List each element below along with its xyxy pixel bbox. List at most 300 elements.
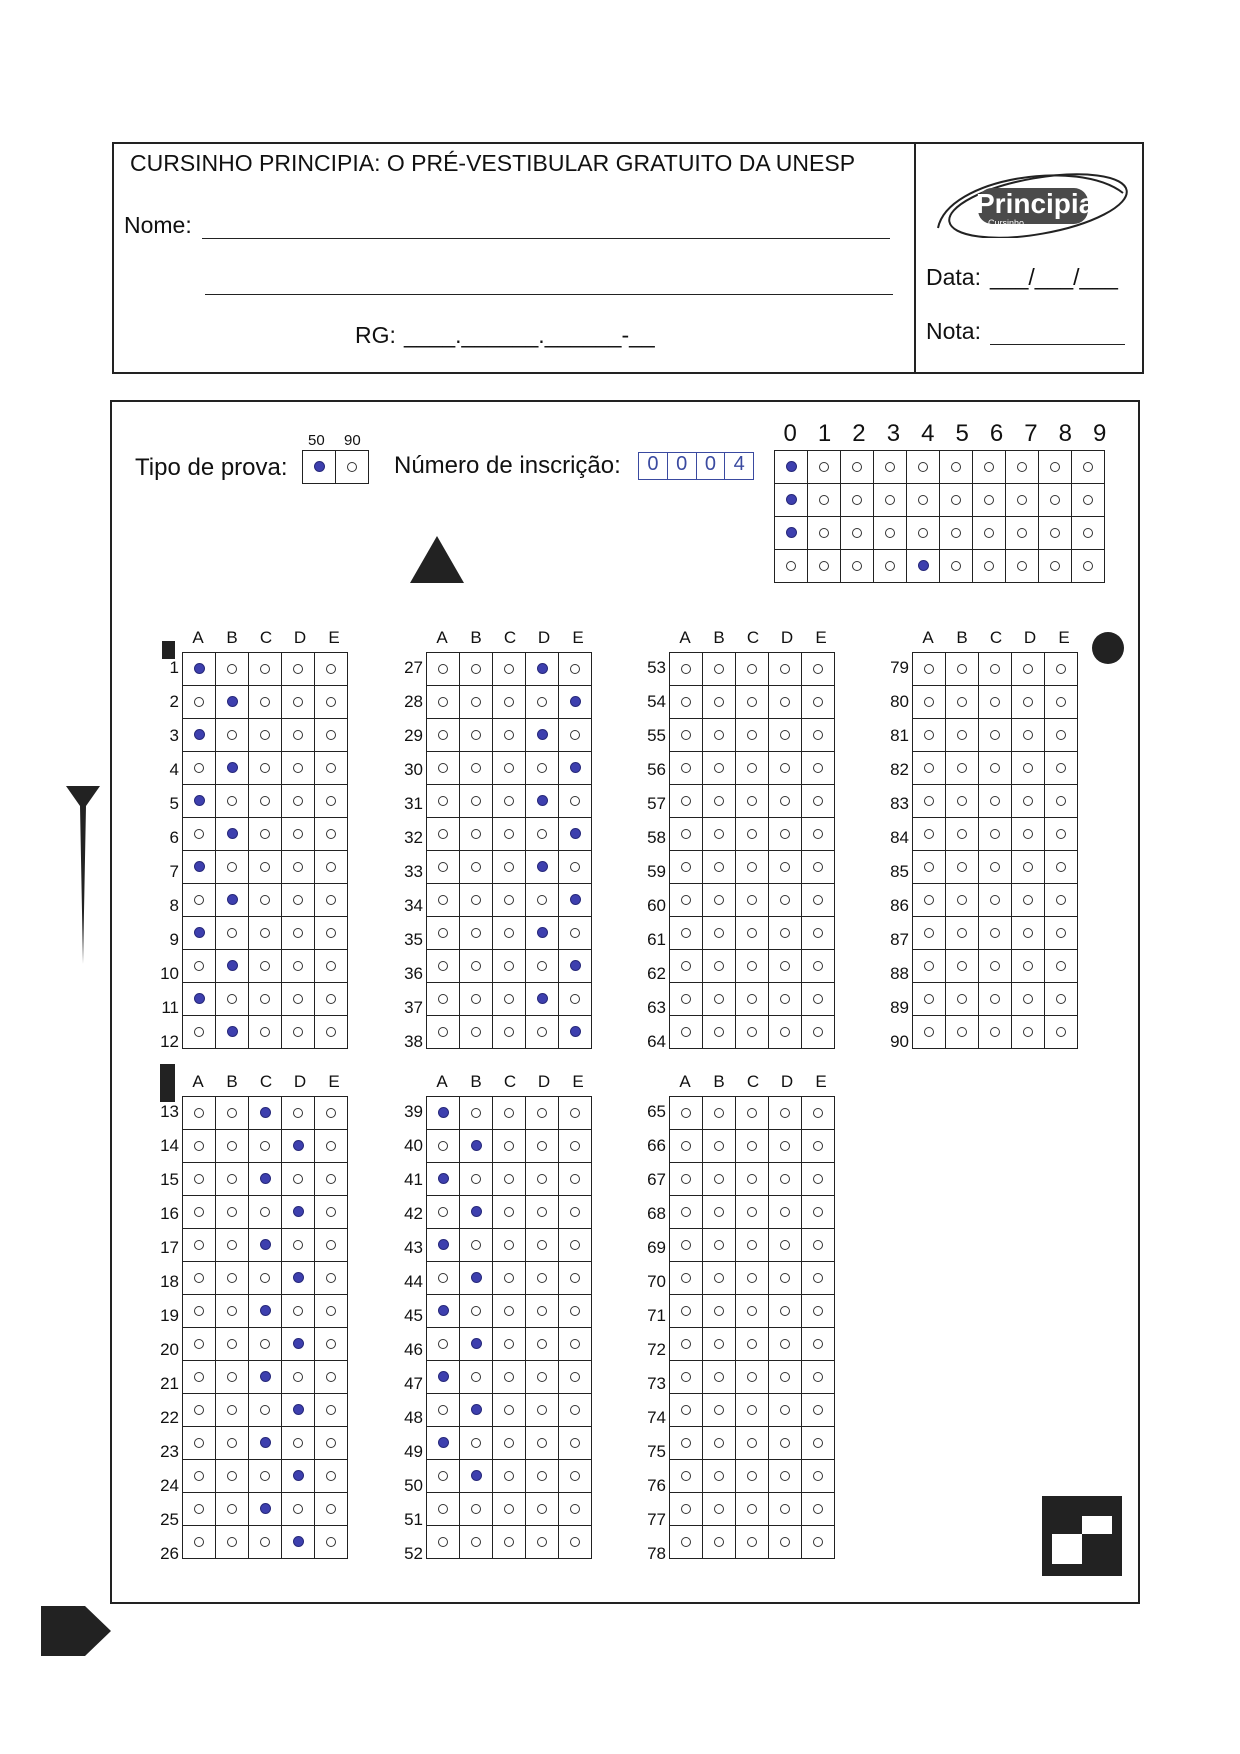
answer-bubble-44-B[interactable] <box>471 1272 482 1283</box>
answer-bubble-65-D[interactable] <box>780 1108 790 1118</box>
registration-bubble-1-8[interactable] <box>1050 462 1060 472</box>
answer-cell[interactable] <box>315 1526 348 1559</box>
answer-bubble-88-B[interactable] <box>957 961 967 971</box>
answer-cell[interactable] <box>1045 686 1078 719</box>
answer-cell[interactable] <box>493 1493 526 1526</box>
answer-cell[interactable] <box>559 1328 592 1361</box>
answer-cell[interactable] <box>249 1526 282 1559</box>
answer-cell[interactable] <box>282 818 315 851</box>
answer-bubble-12-B[interactable] <box>227 1026 238 1037</box>
registration-digit-cell[interactable] <box>973 550 1006 583</box>
registration-digit-cell[interactable] <box>907 517 940 550</box>
answer-bubble-7-C[interactable] <box>260 862 270 872</box>
answer-cell[interactable] <box>670 1295 703 1328</box>
answer-cell[interactable] <box>670 917 703 950</box>
registration-digit-cell[interactable] <box>973 484 1006 517</box>
registration-bubble-2-0[interactable] <box>786 494 797 505</box>
registration-bubble-4-2[interactable] <box>852 561 862 571</box>
registration-bubble-4-4[interactable] <box>918 560 929 571</box>
answer-bubble-26-D[interactable] <box>293 1536 304 1547</box>
answer-cell[interactable] <box>183 1262 216 1295</box>
answer-bubble-27-B[interactable] <box>471 664 481 674</box>
answer-bubble-24-A[interactable] <box>194 1471 204 1481</box>
answer-cell[interactable] <box>1045 653 1078 686</box>
answer-bubble-80-B[interactable] <box>957 697 967 707</box>
answer-bubble-87-D[interactable] <box>1023 928 1033 938</box>
answer-cell[interactable] <box>315 1163 348 1196</box>
answer-bubble-61-A[interactable] <box>681 928 691 938</box>
answer-bubble-82-C[interactable] <box>990 763 1000 773</box>
answer-bubble-30-E[interactable] <box>570 762 581 773</box>
answer-bubble-59-C[interactable] <box>747 862 757 872</box>
answer-cell[interactable] <box>703 1229 736 1262</box>
answer-bubble-58-B[interactable] <box>714 829 724 839</box>
answer-cell[interactable] <box>526 950 559 983</box>
answer-bubble-65-B[interactable] <box>714 1108 724 1118</box>
answer-cell[interactable] <box>427 1460 460 1493</box>
answer-bubble-49-D[interactable] <box>537 1438 547 1448</box>
answer-bubble-5-B[interactable] <box>227 796 237 806</box>
registration-bubble-3-0[interactable] <box>786 527 797 538</box>
answer-bubble-48-D[interactable] <box>537 1405 547 1415</box>
answer-bubble-18-C[interactable] <box>260 1273 270 1283</box>
answer-bubble-51-C[interactable] <box>504 1504 514 1514</box>
answer-cell[interactable] <box>460 1493 493 1526</box>
answer-cell[interactable] <box>736 983 769 1016</box>
answer-cell[interactable] <box>526 1163 559 1196</box>
exam-type-bubble-50[interactable] <box>314 461 325 472</box>
answer-cell[interactable] <box>913 818 946 851</box>
answer-cell[interactable] <box>282 983 315 1016</box>
answer-cell[interactable] <box>216 1460 249 1493</box>
answer-cell[interactable] <box>736 818 769 851</box>
answer-bubble-72-E[interactable] <box>813 1339 823 1349</box>
answer-cell[interactable] <box>670 752 703 785</box>
answer-cell[interactable] <box>216 1097 249 1130</box>
answer-bubble-64-B[interactable] <box>714 1027 724 1037</box>
answer-cell[interactable] <box>703 1295 736 1328</box>
answer-cell[interactable] <box>460 950 493 983</box>
answer-bubble-38-E[interactable] <box>570 1026 581 1037</box>
answer-bubble-30-D[interactable] <box>537 763 547 773</box>
answer-bubble-17-C[interactable] <box>260 1239 271 1250</box>
answer-bubble-86-B[interactable] <box>957 895 967 905</box>
answer-cell[interactable] <box>703 1328 736 1361</box>
registration-digit-cell[interactable] <box>841 484 874 517</box>
registration-bubble-2-3[interactable] <box>885 495 895 505</box>
answer-bubble-86-A[interactable] <box>924 895 934 905</box>
answer-bubble-76-B[interactable] <box>714 1471 724 1481</box>
answer-bubble-41-C[interactable] <box>504 1174 514 1184</box>
answer-cell[interactable] <box>769 1016 802 1049</box>
answer-bubble-33-D[interactable] <box>537 861 548 872</box>
answer-bubble-80-C[interactable] <box>990 697 1000 707</box>
answer-bubble-6-D[interactable] <box>293 829 303 839</box>
answer-bubble-81-B[interactable] <box>957 730 967 740</box>
answer-cell[interactable] <box>526 1328 559 1361</box>
registration-bubble-4-6[interactable] <box>984 561 994 571</box>
answer-cell[interactable] <box>913 884 946 917</box>
answer-bubble-35-D[interactable] <box>537 927 548 938</box>
answer-cell[interactable] <box>315 653 348 686</box>
answer-cell[interactable] <box>670 1229 703 1262</box>
answer-bubble-78-B[interactable] <box>714 1537 724 1547</box>
answer-cell[interactable] <box>183 1196 216 1229</box>
answer-cell[interactable] <box>493 719 526 752</box>
answer-cell[interactable] <box>216 1016 249 1049</box>
answer-bubble-44-E[interactable] <box>570 1273 580 1283</box>
answer-cell[interactable] <box>493 818 526 851</box>
answer-cell[interactable] <box>460 1328 493 1361</box>
answer-cell[interactable] <box>282 1295 315 1328</box>
answer-bubble-66-B[interactable] <box>714 1141 724 1151</box>
answer-bubble-17-A[interactable] <box>194 1240 204 1250</box>
answer-bubble-41-D[interactable] <box>537 1174 547 1184</box>
answer-bubble-55-B[interactable] <box>714 730 724 740</box>
answer-bubble-48-A[interactable] <box>438 1405 448 1415</box>
answer-cell[interactable] <box>183 983 216 1016</box>
registration-digit-cell[interactable] <box>907 451 940 484</box>
answer-bubble-72-A[interactable] <box>681 1339 691 1349</box>
answer-bubble-86-C[interactable] <box>990 895 1000 905</box>
answer-cell[interactable] <box>802 818 835 851</box>
answer-cell[interactable] <box>736 686 769 719</box>
registration-bubble-3-3[interactable] <box>885 528 895 538</box>
registration-bubble-3-2[interactable] <box>852 528 862 538</box>
answer-bubble-34-B[interactable] <box>471 895 481 905</box>
name-line-2[interactable] <box>205 294 893 295</box>
answer-bubble-35-A[interactable] <box>438 928 448 938</box>
answer-bubble-21-A[interactable] <box>194 1372 204 1382</box>
answer-bubble-83-D[interactable] <box>1023 796 1033 806</box>
answer-cell[interactable] <box>559 1526 592 1559</box>
answer-bubble-52-A[interactable] <box>438 1537 448 1547</box>
answer-bubble-8-E[interactable] <box>326 895 336 905</box>
answer-bubble-76-C[interactable] <box>747 1471 757 1481</box>
answer-cell[interactable] <box>526 1427 559 1460</box>
answer-cell[interactable] <box>736 653 769 686</box>
answer-bubble-57-A[interactable] <box>681 796 691 806</box>
answer-bubble-56-C[interactable] <box>747 763 757 773</box>
registration-bubble-2-9[interactable] <box>1083 495 1093 505</box>
answer-cell[interactable] <box>282 752 315 785</box>
answer-bubble-1-E[interactable] <box>326 664 336 674</box>
answer-bubble-90-E[interactable] <box>1056 1027 1066 1037</box>
answer-bubble-29-A[interactable] <box>438 730 448 740</box>
answer-cell[interactable] <box>802 1097 835 1130</box>
registration-bubble-3-9[interactable] <box>1083 528 1093 538</box>
answer-bubble-51-A[interactable] <box>438 1504 448 1514</box>
answer-cell[interactable] <box>460 785 493 818</box>
answer-bubble-6-B[interactable] <box>227 828 238 839</box>
registration-digit-cell[interactable] <box>808 517 841 550</box>
answer-cell[interactable] <box>493 1460 526 1493</box>
answer-cell[interactable] <box>736 884 769 917</box>
answer-cell[interactable] <box>249 1163 282 1196</box>
answer-bubble-88-C[interactable] <box>990 961 1000 971</box>
answer-bubble-59-B[interactable] <box>714 862 724 872</box>
answer-bubble-19-E[interactable] <box>326 1306 336 1316</box>
answer-cell[interactable] <box>216 818 249 851</box>
answer-cell[interactable] <box>736 1361 769 1394</box>
answer-bubble-2-A[interactable] <box>194 697 204 707</box>
answer-cell[interactable] <box>216 917 249 950</box>
answer-bubble-27-E[interactable] <box>570 664 580 674</box>
registration-digit-cell[interactable] <box>940 484 973 517</box>
answer-bubble-6-E[interactable] <box>326 829 336 839</box>
answer-cell[interactable] <box>769 1097 802 1130</box>
answer-bubble-17-D[interactable] <box>293 1240 303 1250</box>
answer-cell[interactable] <box>315 1229 348 1262</box>
answer-cell[interactable] <box>670 884 703 917</box>
answer-cell[interactable] <box>315 686 348 719</box>
answer-bubble-70-A[interactable] <box>681 1273 691 1283</box>
answer-bubble-23-A[interactable] <box>194 1438 204 1448</box>
answer-cell[interactable] <box>460 983 493 1016</box>
answer-cell[interactable] <box>427 818 460 851</box>
answer-cell[interactable] <box>183 1493 216 1526</box>
answer-bubble-74-E[interactable] <box>813 1405 823 1415</box>
answer-bubble-14-D[interactable] <box>293 1140 304 1151</box>
answer-bubble-40-D[interactable] <box>537 1141 547 1151</box>
answer-bubble-26-B[interactable] <box>227 1537 237 1547</box>
answer-cell[interactable] <box>670 983 703 1016</box>
answer-bubble-66-D[interactable] <box>780 1141 790 1151</box>
answer-cell[interactable] <box>946 653 979 686</box>
answer-cell[interactable] <box>493 1130 526 1163</box>
answer-bubble-63-A[interactable] <box>681 994 691 1004</box>
answer-bubble-25-D[interactable] <box>293 1504 303 1514</box>
answer-cell[interactable] <box>802 1295 835 1328</box>
answer-cell[interactable] <box>315 719 348 752</box>
answer-bubble-31-E[interactable] <box>570 796 580 806</box>
answer-cell[interactable] <box>736 1016 769 1049</box>
answer-cell[interactable] <box>249 719 282 752</box>
answer-bubble-5-A[interactable] <box>194 795 205 806</box>
answer-cell[interactable] <box>1012 818 1045 851</box>
answer-bubble-81-C[interactable] <box>990 730 1000 740</box>
answer-cell[interactable] <box>427 1526 460 1559</box>
answer-cell[interactable] <box>802 983 835 1016</box>
registration-bubble-2-1[interactable] <box>819 495 829 505</box>
answer-cell[interactable] <box>946 719 979 752</box>
answer-cell[interactable] <box>559 1130 592 1163</box>
answer-bubble-74-B[interactable] <box>714 1405 724 1415</box>
answer-cell[interactable] <box>460 1262 493 1295</box>
answer-bubble-90-B[interactable] <box>957 1027 967 1037</box>
answer-cell[interactable] <box>1045 884 1078 917</box>
answer-bubble-7-D[interactable] <box>293 862 303 872</box>
answer-cell[interactable] <box>802 884 835 917</box>
answer-cell[interactable] <box>427 719 460 752</box>
answer-cell[interactable] <box>769 686 802 719</box>
answer-bubble-71-A[interactable] <box>681 1306 691 1316</box>
answer-bubble-5-E[interactable] <box>326 796 336 806</box>
answer-cell[interactable] <box>427 752 460 785</box>
answer-bubble-3-E[interactable] <box>326 730 336 740</box>
answer-bubble-75-B[interactable] <box>714 1438 724 1448</box>
answer-cell[interactable] <box>559 1427 592 1460</box>
answer-bubble-54-B[interactable] <box>714 697 724 707</box>
answer-bubble-79-A[interactable] <box>924 664 934 674</box>
answer-bubble-32-D[interactable] <box>537 829 547 839</box>
answer-cell[interactable] <box>526 686 559 719</box>
answer-cell[interactable] <box>427 1130 460 1163</box>
answer-bubble-43-B[interactable] <box>471 1240 481 1250</box>
answer-cell[interactable] <box>703 1394 736 1427</box>
answer-bubble-59-E[interactable] <box>813 862 823 872</box>
answer-bubble-39-A[interactable] <box>438 1107 449 1118</box>
registration-bubble-1-4[interactable] <box>918 462 928 472</box>
answer-bubble-60-A[interactable] <box>681 895 691 905</box>
answer-cell[interactable] <box>282 686 315 719</box>
answer-bubble-79-D[interactable] <box>1023 664 1033 674</box>
answer-cell[interactable] <box>1045 1016 1078 1049</box>
answer-cell[interactable] <box>460 1130 493 1163</box>
answer-cell[interactable] <box>526 818 559 851</box>
answer-cell[interactable] <box>216 1196 249 1229</box>
answer-cell[interactable] <box>979 653 1012 686</box>
registration-digit-cell[interactable] <box>808 550 841 583</box>
answer-cell[interactable] <box>427 653 460 686</box>
answer-bubble-39-B[interactable] <box>471 1108 481 1118</box>
answer-cell[interactable] <box>559 785 592 818</box>
answer-bubble-19-D[interactable] <box>293 1306 303 1316</box>
answer-cell[interactable] <box>315 1262 348 1295</box>
answer-cell[interactable] <box>282 884 315 917</box>
answer-cell[interactable] <box>559 686 592 719</box>
answer-bubble-6-A[interactable] <box>194 829 204 839</box>
answer-cell[interactable] <box>670 785 703 818</box>
answer-cell[interactable] <box>703 785 736 818</box>
answer-cell[interactable] <box>769 1460 802 1493</box>
answer-cell[interactable] <box>736 1394 769 1427</box>
answer-cell[interactable] <box>1045 785 1078 818</box>
answer-cell[interactable] <box>282 1394 315 1427</box>
answer-bubble-10-B[interactable] <box>227 960 238 971</box>
answer-cell[interactable] <box>216 1229 249 1262</box>
answer-bubble-89-E[interactable] <box>1056 994 1066 1004</box>
answer-bubble-9-E[interactable] <box>326 928 336 938</box>
answer-cell[interactable] <box>946 818 979 851</box>
answer-cell[interactable] <box>670 686 703 719</box>
answer-bubble-90-A[interactable] <box>924 1027 934 1037</box>
answer-cell[interactable] <box>736 851 769 884</box>
answer-cell[interactable] <box>526 1295 559 1328</box>
answer-bubble-65-A[interactable] <box>681 1108 691 1118</box>
answer-bubble-35-B[interactable] <box>471 928 481 938</box>
answer-cell[interactable] <box>802 1328 835 1361</box>
answer-bubble-54-E[interactable] <box>813 697 823 707</box>
answer-bubble-14-C[interactable] <box>260 1141 270 1151</box>
answer-cell[interactable] <box>183 653 216 686</box>
answer-bubble-46-A[interactable] <box>438 1339 448 1349</box>
answer-bubble-74-A[interactable] <box>681 1405 691 1415</box>
answer-bubble-58-A[interactable] <box>681 829 691 839</box>
answer-cell[interactable] <box>216 884 249 917</box>
registration-digit-cell[interactable] <box>1072 517 1105 550</box>
answer-cell[interactable] <box>183 1295 216 1328</box>
answer-bubble-13-A[interactable] <box>194 1108 204 1118</box>
answer-cell[interactable] <box>913 653 946 686</box>
answer-cell[interactable] <box>802 1229 835 1262</box>
answer-cell[interactable] <box>736 917 769 950</box>
answer-bubble-78-A[interactable] <box>681 1537 691 1547</box>
answer-bubble-73-D[interactable] <box>780 1372 790 1382</box>
answer-bubble-47-C[interactable] <box>504 1372 514 1382</box>
answer-bubble-30-B[interactable] <box>471 763 481 773</box>
answer-cell[interactable] <box>493 1262 526 1295</box>
answer-bubble-81-D[interactable] <box>1023 730 1033 740</box>
answer-cell[interactable] <box>460 818 493 851</box>
answer-bubble-63-B[interactable] <box>714 994 724 1004</box>
answer-cell[interactable] <box>559 1163 592 1196</box>
answer-bubble-43-D[interactable] <box>537 1240 547 1250</box>
answer-cell[interactable] <box>559 983 592 1016</box>
answer-cell[interactable] <box>736 1328 769 1361</box>
answer-cell[interactable] <box>493 884 526 917</box>
answer-bubble-7-A[interactable] <box>194 861 205 872</box>
answer-bubble-64-D[interactable] <box>780 1027 790 1037</box>
answer-bubble-25-A[interactable] <box>194 1504 204 1514</box>
answer-bubble-68-A[interactable] <box>681 1207 691 1217</box>
registration-digit-cell[interactable] <box>1039 517 1072 550</box>
registration-digit-cell[interactable] <box>775 451 808 484</box>
answer-cell[interactable] <box>460 1526 493 1559</box>
answer-bubble-85-C[interactable] <box>990 862 1000 872</box>
answer-bubble-42-C[interactable] <box>504 1207 514 1217</box>
answer-cell[interactable] <box>315 1016 348 1049</box>
answer-bubble-53-C[interactable] <box>747 664 757 674</box>
answer-bubble-28-E[interactable] <box>570 696 581 707</box>
answer-bubble-84-C[interactable] <box>990 829 1000 839</box>
answer-bubble-3-A[interactable] <box>194 729 205 740</box>
answer-bubble-17-E[interactable] <box>326 1240 336 1250</box>
answer-bubble-13-D[interactable] <box>293 1108 303 1118</box>
answer-bubble-32-C[interactable] <box>504 829 514 839</box>
answer-bubble-82-E[interactable] <box>1056 763 1066 773</box>
answer-bubble-63-E[interactable] <box>813 994 823 1004</box>
answer-bubble-75-E[interactable] <box>813 1438 823 1448</box>
registration-bubble-1-9[interactable] <box>1083 462 1093 472</box>
answer-cell[interactable] <box>802 1526 835 1559</box>
answer-bubble-77-E[interactable] <box>813 1504 823 1514</box>
answer-bubble-49-C[interactable] <box>504 1438 514 1448</box>
answer-bubble-3-C[interactable] <box>260 730 270 740</box>
answer-cell[interactable] <box>249 1130 282 1163</box>
answer-cell[interactable] <box>282 1526 315 1559</box>
answer-bubble-80-E[interactable] <box>1056 697 1066 707</box>
answer-bubble-45-B[interactable] <box>471 1306 481 1316</box>
answer-bubble-10-A[interactable] <box>194 961 204 971</box>
answer-cell[interactable] <box>315 1361 348 1394</box>
answer-cell[interactable] <box>216 1262 249 1295</box>
registration-digit-cell[interactable] <box>1006 550 1039 583</box>
answer-cell[interactable] <box>769 1394 802 1427</box>
answer-bubble-26-A[interactable] <box>194 1537 204 1547</box>
answer-cell[interactable] <box>670 719 703 752</box>
answer-bubble-15-E[interactable] <box>326 1174 336 1184</box>
registration-digit-cell[interactable] <box>775 517 808 550</box>
answer-bubble-47-B[interactable] <box>471 1372 481 1382</box>
answer-bubble-45-A[interactable] <box>438 1305 449 1316</box>
answer-bubble-12-E[interactable] <box>326 1027 336 1037</box>
answer-cell[interactable] <box>249 1295 282 1328</box>
answer-cell[interactable] <box>670 1196 703 1229</box>
answer-cell[interactable] <box>249 1394 282 1427</box>
answer-cell[interactable] <box>526 917 559 950</box>
answer-bubble-21-D[interactable] <box>293 1372 303 1382</box>
